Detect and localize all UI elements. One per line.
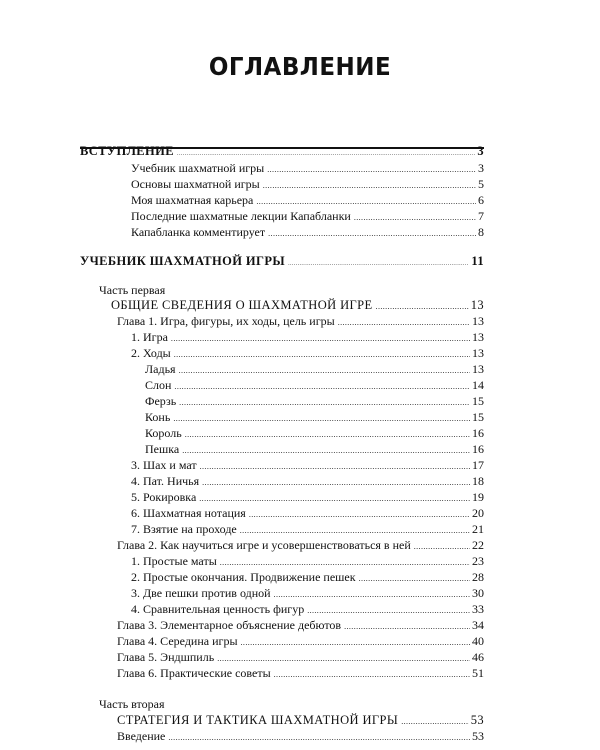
- toc-entry-page: 28: [472, 570, 484, 584]
- toc-entry-page: 13: [470, 298, 484, 312]
- toc-entry[interactable]: [145, 362, 484, 378]
- toc-entry[interactable]: [145, 378, 484, 394]
- leader-dots: [359, 572, 470, 586]
- toc-entry-chapter[interactable]: [117, 314, 484, 330]
- toc-entry-label: Последние шахматные лекции Капабланки: [131, 209, 351, 223]
- toc-entry-label: ВСТУПЛЕНИЕ: [80, 144, 175, 158]
- toc-entry-label: Ферзь: [145, 394, 177, 408]
- toc-entry-label: Глава 5. Эндшпиль: [117, 650, 215, 664]
- toc-entry[interactable]: [131, 161, 484, 177]
- leader-dots: [307, 604, 470, 618]
- leader-dots: [354, 211, 476, 225]
- toc-entry-page: 6: [478, 193, 484, 207]
- toc-entry-chapter[interactable]: [117, 650, 484, 666]
- toc-entry-label: 3. Две пешки против одной: [131, 586, 271, 600]
- leader-dots: [240, 524, 470, 538]
- toc-entry[interactable]: [131, 474, 484, 490]
- toc-entry-chapter[interactable]: [117, 666, 484, 682]
- toc-entry-label: Основы шахматной игры: [131, 177, 260, 191]
- toc-entry[interactable]: [145, 426, 484, 442]
- toc-entry-page: 51: [472, 666, 484, 680]
- toc-entry[interactable]: [131, 522, 484, 538]
- toc-entry-label: 2. Ходы: [131, 346, 171, 360]
- toc-entry[interactable]: [131, 554, 484, 570]
- toc-entry-page: 7: [478, 209, 484, 223]
- leader-dots: [338, 316, 470, 330]
- toc-entry-page: 13: [472, 362, 484, 376]
- toc-entry-label: 2. Простые окончания. Продвижение пешек: [131, 570, 356, 584]
- toc-entry[interactable]: [131, 193, 484, 209]
- toc-entry[interactable]: [131, 330, 484, 346]
- toc-entry-label: 4. Пат. Ничья: [131, 474, 200, 488]
- leader-dots: [174, 348, 470, 362]
- leader-dots: [241, 636, 470, 650]
- leader-dots: [401, 715, 469, 729]
- toc-entry[interactable]: [131, 225, 484, 241]
- toc-entry-page: 23: [472, 554, 484, 568]
- toc-entry-label: 6. Шахматная нотация: [131, 506, 246, 520]
- leader-dots: [249, 508, 470, 522]
- toc-entry-page: 16: [472, 426, 484, 440]
- leader-dots: [179, 396, 470, 410]
- toc-entry-label: 3. Шах и мат: [131, 458, 197, 472]
- toc-entry[interactable]: [131, 346, 484, 362]
- leader-dots: [414, 540, 470, 554]
- toc-entry-page: 13: [472, 314, 484, 328]
- toc-entry-introduction[interactable]: [80, 144, 484, 161]
- toc-entry-page: 13: [472, 346, 484, 360]
- toc-entry-page: 3: [478, 161, 484, 175]
- leader-dots: [173, 412, 470, 426]
- toc-entry-page: 21: [472, 522, 484, 536]
- toc-entry-textbook[interactable]: [80, 254, 484, 271]
- leader-dots: [274, 588, 470, 602]
- toc-entry[interactable]: [131, 570, 484, 586]
- leader-dots: [344, 620, 470, 634]
- toc-entry-label: Глава 1. Игра, фигуры, их ходы, цель игры: [117, 314, 335, 328]
- toc-entry-page: 53: [470, 713, 484, 727]
- leader-dots: [268, 227, 476, 241]
- toc-entry[interactable]: [145, 410, 484, 426]
- toc-entry[interactable]: [131, 586, 484, 602]
- leader-dots: [174, 380, 470, 394]
- toc-entry-label: 4. Сравнительная ценность фигур: [131, 602, 305, 616]
- leader-dots: [185, 428, 470, 442]
- toc-entry[interactable]: [131, 177, 484, 193]
- toc-entry-label: Глава 3. Элементарное объяснение дебютов: [117, 618, 342, 632]
- toc-entry-page: 46: [472, 650, 484, 664]
- toc-entry-label: 1. Игра: [131, 330, 168, 344]
- toc-entry-page: 33: [472, 602, 484, 616]
- toc-entry-label: Капабланка комментирует: [131, 225, 266, 239]
- leader-dots: [263, 179, 476, 193]
- toc-entry-label: ОБЩИЕ СВЕДЕНИЯ О ШАХМАТНОЙ ИГРЕ: [111, 298, 373, 312]
- toc-entry-page: 34: [472, 618, 484, 632]
- page-title: ОГЛАВЛЕНИЕ: [208, 52, 392, 81]
- toc-entry-label: УЧЕБНИК ШАХМАТНОЙ ИГРЫ: [80, 254, 286, 268]
- toc-entry[interactable]: [131, 458, 484, 474]
- part-label: Часть первая: [99, 283, 166, 297]
- toc-entry-page: 5: [478, 177, 484, 191]
- leader-dots: [267, 163, 476, 177]
- toc-entry-label: 1. Простые маты: [131, 554, 217, 568]
- toc-entry-page: 15: [472, 394, 484, 408]
- toc-entry-chapter[interactable]: [117, 729, 484, 745]
- toc-entry[interactable]: [131, 490, 484, 506]
- toc-entry-page: 30: [472, 586, 484, 600]
- toc-entry-part-heading[interactable]: [117, 713, 484, 729]
- leader-dots: [202, 476, 470, 490]
- toc-entry[interactable]: [131, 209, 484, 225]
- leader-dots: [288, 257, 469, 271]
- toc-entry-page: 17: [472, 458, 484, 472]
- leader-dots: [376, 300, 469, 314]
- toc-entry-page: 8: [478, 225, 484, 239]
- leader-dots: [220, 556, 470, 570]
- part-label: Часть вторая: [99, 697, 165, 711]
- toc-entry[interactable]: [131, 506, 484, 522]
- toc-entry-label: Конь: [145, 410, 171, 424]
- toc-entry-page: 11: [471, 254, 484, 268]
- toc-entry-page: 14: [472, 378, 484, 392]
- toc-entry-chapter[interactable]: [117, 634, 484, 650]
- leader-dots: [179, 364, 470, 378]
- leader-dots: [171, 332, 470, 346]
- leader-dots: [256, 195, 476, 209]
- toc-entry-part-heading[interactable]: [111, 298, 484, 314]
- leader-dots: [182, 444, 470, 458]
- toc-entry-page: 20: [472, 506, 484, 520]
- leader-dots: [168, 731, 470, 745]
- toc-entry-page: 13: [472, 330, 484, 344]
- toc-entry-page: 18: [472, 474, 484, 488]
- toc-entry-label: Пешка: [145, 442, 180, 456]
- toc-entry-label: 7. Взятие на проходе: [131, 522, 237, 536]
- toc-entry-page: 22: [472, 538, 484, 552]
- toc-entry[interactable]: [145, 442, 484, 458]
- toc-entry-page: 40: [472, 634, 484, 648]
- toc-entry[interactable]: [131, 602, 484, 618]
- toc-entry-label: Введение: [117, 729, 166, 743]
- toc-entry-page: 19: [472, 490, 484, 504]
- toc-entry-label: Глава 2. Как научиться игре и усовершенствоваться в ней: [117, 538, 411, 552]
- toc-entry-label: Глава 4. Середина игры: [117, 634, 238, 648]
- toc-entry-page: 16: [472, 442, 484, 456]
- toc-entry-chapter[interactable]: [117, 618, 484, 634]
- toc-entry[interactable]: [145, 394, 484, 410]
- leader-dots: [200, 460, 470, 474]
- toc-entry-page: 15: [472, 410, 484, 424]
- toc-entry-label: СТРАТЕГИЯ И ТАКТИКА ШАХМАТНОЙ ИГРЫ: [117, 713, 399, 727]
- leader-dots: [177, 147, 475, 161]
- toc-entry-label: Король: [145, 426, 182, 440]
- toc-entry-label: Учебник шахматной игры: [131, 161, 265, 175]
- toc-entry-label: Глава 6. Практические советы: [117, 666, 271, 680]
- toc-entry-page: 53: [472, 729, 484, 743]
- toc-entry-page: 3: [477, 144, 484, 158]
- leader-dots: [199, 492, 470, 506]
- toc-entry-chapter[interactable]: [117, 538, 484, 554]
- leader-dots: [274, 668, 470, 682]
- toc-entry-label: Ладья: [145, 362, 176, 376]
- toc-entry-label: Моя шахматная карьера: [131, 193, 254, 207]
- toc-entry-label: Слон: [145, 378, 172, 392]
- toc-entry-label: 5. Рокировка: [131, 490, 197, 504]
- leader-dots: [217, 652, 470, 666]
